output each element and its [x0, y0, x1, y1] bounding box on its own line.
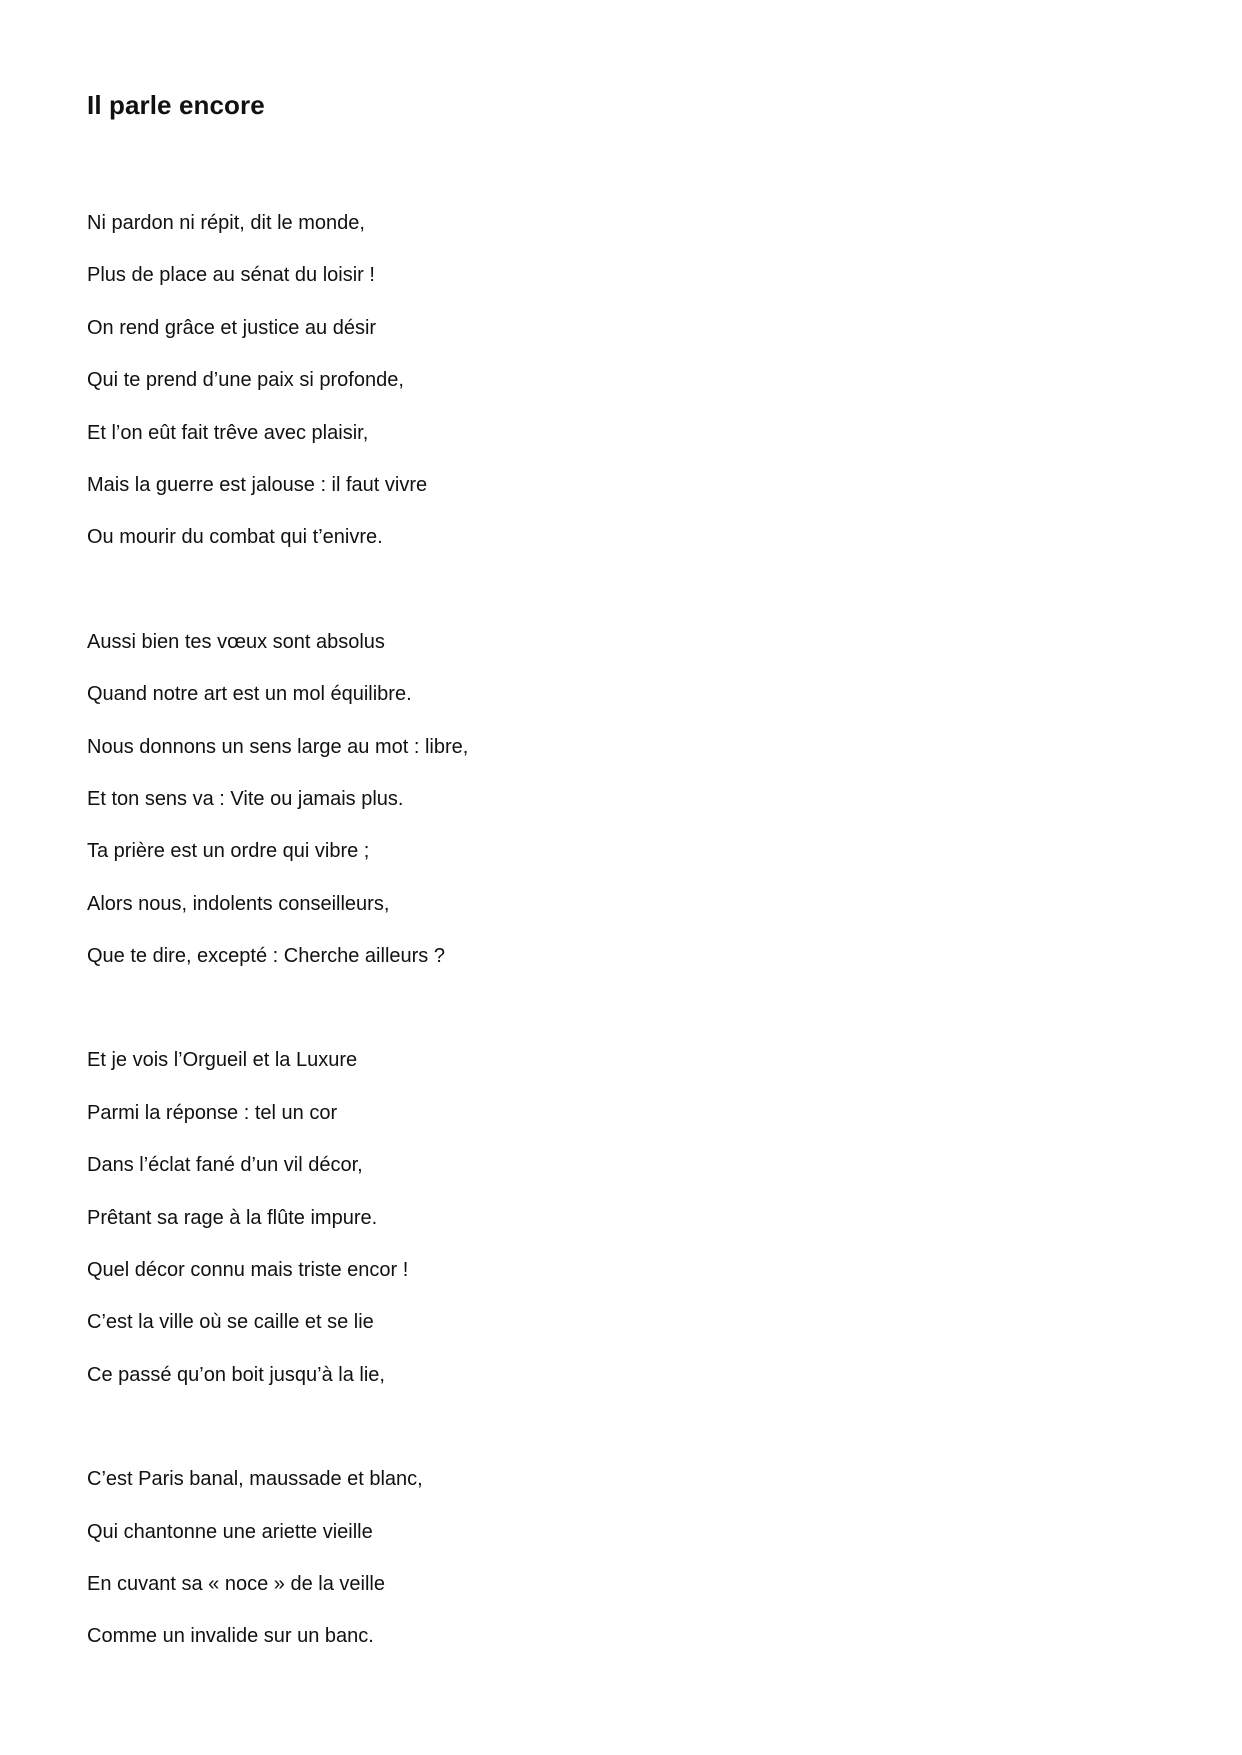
- poem-line: Comme un invalide sur un banc.: [87, 1625, 374, 1648]
- poem-line: Ou mourir du combat qui t’enivre.: [87, 526, 383, 549]
- poem-line: C’est Paris banal, maussade et blanc,: [87, 1468, 423, 1491]
- poem-line: Alors nous, indolents conseilleurs,: [87, 892, 390, 915]
- poem-line: Prêtant sa rage à la flûte impure.: [87, 1206, 378, 1229]
- poem-line: Plus de place au sénat du loisir !: [87, 264, 375, 287]
- poem-line: Que te dire, excepté : Cherche ailleurs ?: [87, 945, 445, 968]
- poem-line: Et je vois l’Orgueil et la Luxure: [87, 1049, 358, 1072]
- poem-line: Et l’on eût fait trêve avec plaisir,: [87, 421, 369, 444]
- poem-line: Ce passé qu’on boit jusqu’à la lie,: [87, 1363, 385, 1386]
- poem-line: Ni pardon ni répit, dit le monde,: [87, 212, 365, 234]
- poem-line: C’est la ville où se caille et se lie: [87, 1311, 374, 1334]
- stanza-2: [87, 616, 468, 983]
- poem-line: Qui chantonne une ariette vieille: [87, 1520, 373, 1543]
- poem-title: Il parle encore: [87, 90, 265, 120]
- poem-line: Ta prière est un ordre qui vibre ;: [87, 840, 370, 863]
- poem-line: En cuvant sa « noce » de la veille: [87, 1572, 385, 1595]
- stanza-4: [87, 1453, 468, 1663]
- stanza-3: [87, 1034, 468, 1401]
- poem-line: Aussi bien tes vœux sont absolus: [87, 630, 385, 653]
- poem-line: Qui te prend d’une paix si profonde,: [87, 369, 404, 392]
- poem-line: Parmi la réponse : tel un cor: [87, 1101, 338, 1124]
- poem-line: Et ton sens va : Vite ou jamais plus.: [87, 787, 404, 810]
- poem-line: Quand notre art est un mol équilibre.: [87, 683, 412, 706]
- poem-line: Nous donnons un sens large au mot : libre,: [87, 735, 469, 758]
- poem-line: Mais la guerre est jalouse : il faut vivre: [87, 473, 428, 496]
- poem-line: On rend grâce et justice au désir: [87, 316, 377, 339]
- poem-body: [87, 197, 468, 1715]
- stanza-1: [87, 197, 468, 564]
- poem-line: Quel décor connu mais triste encor !: [87, 1259, 409, 1282]
- poem-line: Dans l’éclat fané d’un vil décor,: [87, 1154, 363, 1177]
